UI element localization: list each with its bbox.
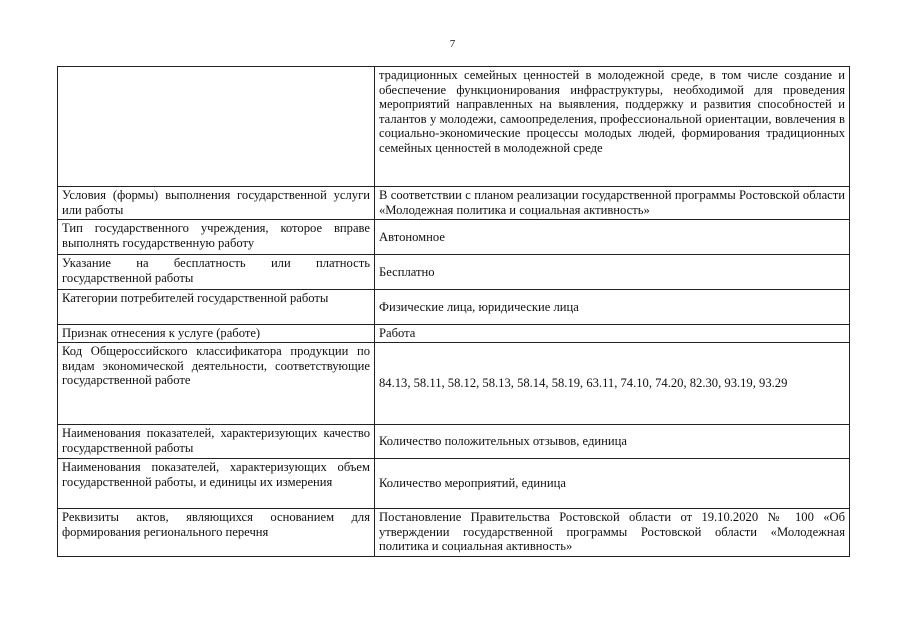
row-label: Код Общероссийского классификатора продукции по видам экономической деятельности, соответствующие государственной работе	[58, 343, 375, 425]
row-label: Реквизиты актов, являющихся основанием для формирования регионального перечня	[58, 509, 375, 557]
row-value: Постановление Правительства Ростовской области от 19.10.2020 № 100 «Об утверждении государственной программы Ростовской области «Молодежная политика и социальная активность»	[375, 509, 850, 557]
row-label: Признак отнесения к услуге (работе)	[58, 325, 375, 343]
row-value: Количество положительных отзывов, единица	[375, 425, 850, 459]
row-label	[58, 67, 375, 187]
row-value: Количество мероприятий, единица	[375, 459, 850, 509]
row-value: Физические лица, юридические лица	[375, 290, 850, 325]
row-label: Тип государственного учреждения, которое вправе выполнять государственную работу	[58, 220, 375, 255]
row-label: Условия (формы) выполнения государственной услуги или работы	[58, 187, 375, 220]
row-value: Работа	[375, 325, 850, 343]
table-row	[58, 255, 850, 290]
service-registry-table	[57, 66, 850, 557]
row-label: Указание на бесплатность или платность государственной работы	[58, 255, 375, 290]
row-label: Категории потребителей государственной работы	[58, 290, 375, 325]
table-row	[58, 509, 850, 557]
row-value: Автономное	[375, 220, 850, 255]
table-row	[58, 290, 850, 325]
row-value: традиционных семейных ценностей в молодежной среде, в том числе создание и обеспечение функционирования инфраструктуры, необходимой для проведения мероприятий направленных на выявления, поддержку и развития способностей и талантов у молодежи, самоопределения, профессиональной ориентации, вовлечения в социально-экономические процессы молодых людей, формирования традиционных семейных ценностей в молодежной среде	[375, 67, 850, 187]
table-row	[58, 220, 850, 255]
table-row	[58, 187, 850, 220]
table-row	[58, 425, 850, 459]
row-label: Наименования показателей, характеризующих качество государственной работы	[58, 425, 375, 459]
row-value: Бесплатно	[375, 255, 850, 290]
page-number: 7	[449, 38, 456, 50]
table-row	[58, 343, 850, 425]
row-value: В соответствии с планом реализации государственной программы Ростовской области «Молодежная политика и социальная активность»	[375, 187, 850, 220]
table-row	[58, 325, 850, 343]
table-row	[58, 67, 850, 187]
row-value: 84.13, 58.11, 58.12, 58.13, 58.14, 58.19, 63.11, 74.10, 74.20, 82.30, 93.19, 93.29	[375, 343, 850, 425]
row-label: Наименования показателей, характеризующих объем государственной работы, и единицы их измерения	[58, 459, 375, 509]
table-row	[58, 459, 850, 509]
